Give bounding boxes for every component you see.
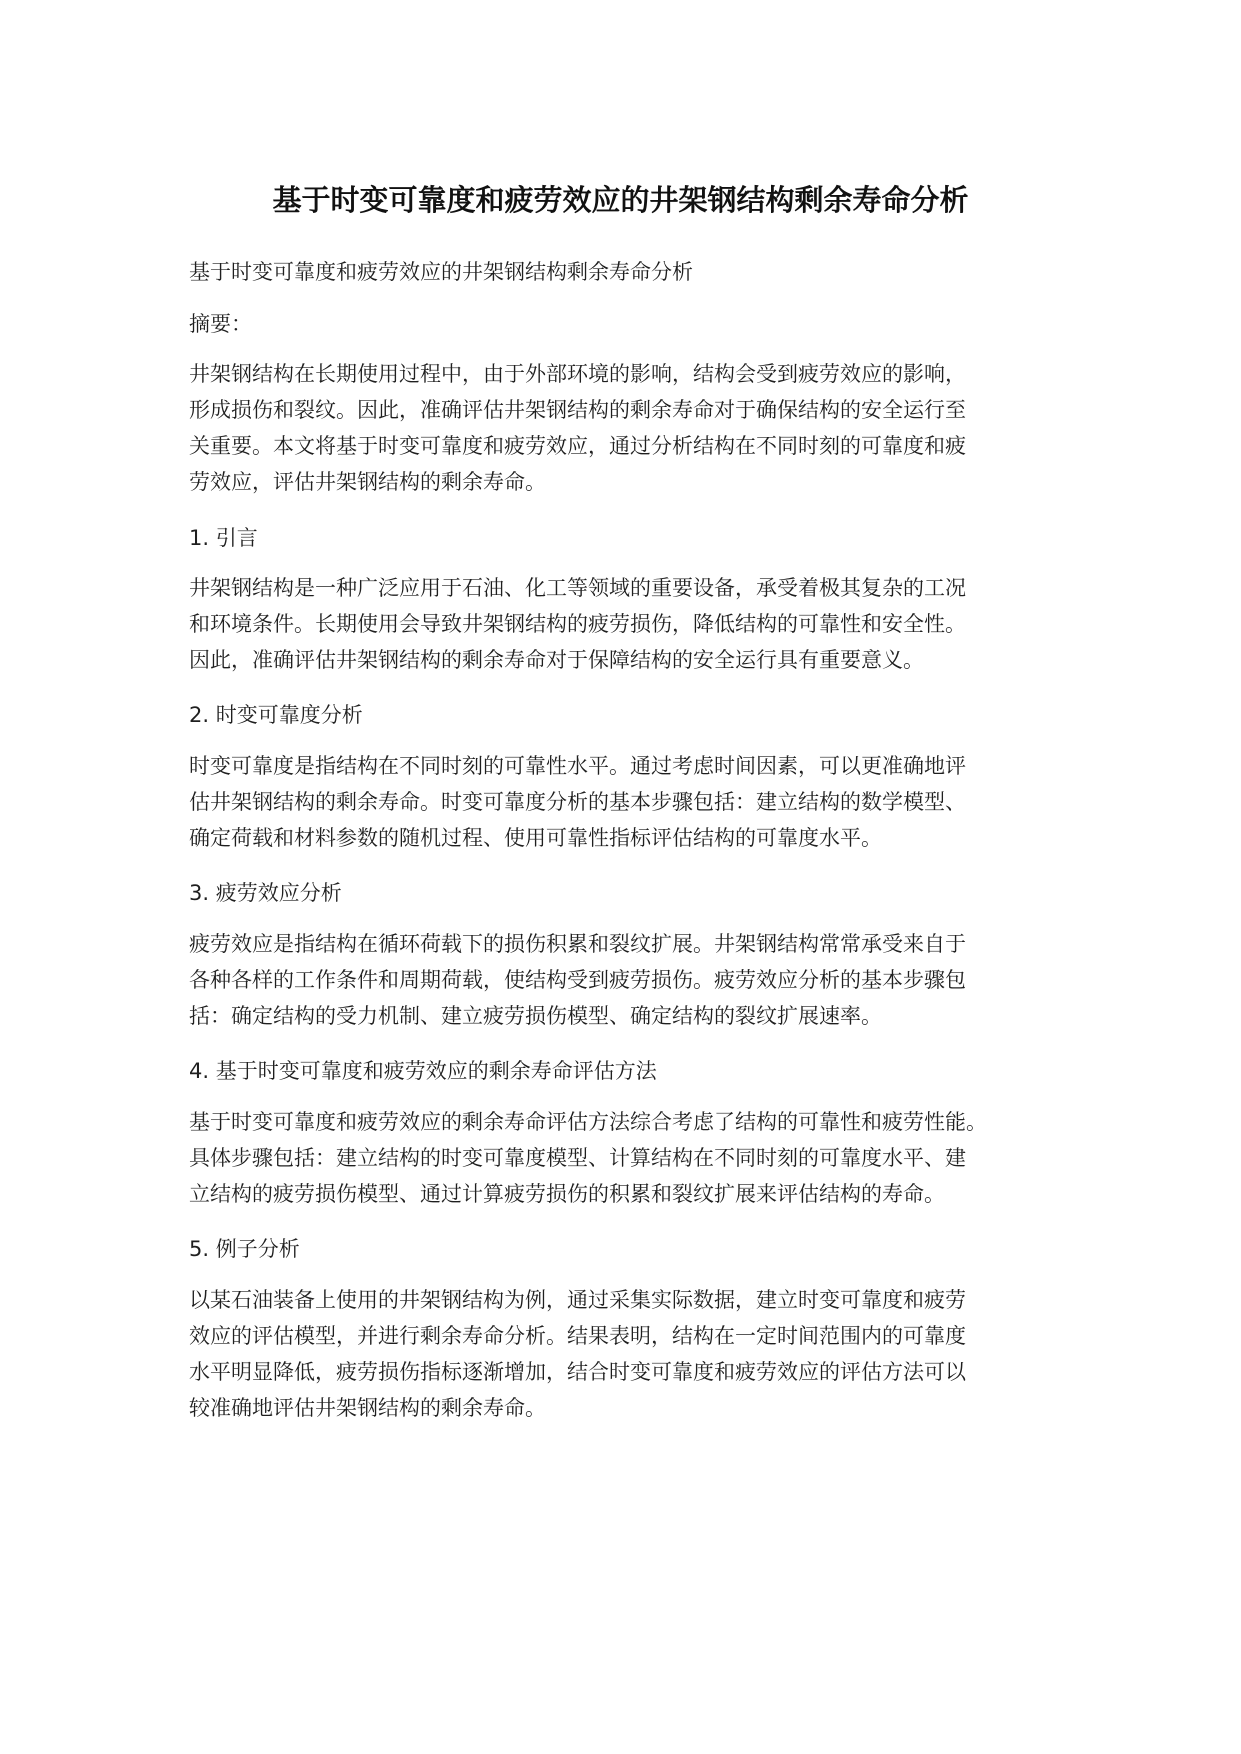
abstract-paragraph <box>189 356 1079 500</box>
paragraph-line: 以某石油装备上使用的井架钢结构为例，通过采集实际数据，建立时变可靠度和疲劳 <box>189 1288 966 1312</box>
paragraph-line: 井架钢结构是一种广泛应用于石油、化工等领域的重要设备，承受着极其复杂的工况 <box>189 576 966 600</box>
paragraph-line: 各种各样的工作条件和周期荷载，使结构受到疲劳损伤。疲劳效应分析的基本步骤包 <box>189 968 966 992</box>
paragraph-line: 时变可靠度是指结构在不同时刻的可靠性水平。通过考虑时间因素，可以更准确地评 <box>189 754 966 778</box>
abstract-label: 摘要： <box>189 312 252 336</box>
document-subtitle: 基于时变可靠度和疲劳效应的井架钢结构剩余寿命分析 <box>189 260 693 284</box>
abstract-line: 劳效应，评估井架钢结构的剩余寿命。 <box>189 470 546 494</box>
section-paragraph-introduction <box>189 570 1079 678</box>
abstract-line: 关重要。本文将基于时变可靠度和疲劳效应，通过分析结构在不同时刻的可靠度和疲 <box>189 434 966 458</box>
paragraph-line: 效应的评估模型，并进行剩余寿命分析。结果表明，结构在一定时间范围内的可靠度 <box>189 1324 966 1348</box>
section-paragraph-fatigue <box>189 926 1079 1034</box>
paragraph-line: 较准确地评估井架钢结构的剩余寿命。 <box>189 1396 546 1420</box>
document-title: 基于时变可靠度和疲劳效应的井架钢结构剩余寿命分析 <box>272 183 969 217</box>
abstract-line: 井架钢结构在长期使用过程中，由于外部环境的影响，结构会受到疲劳效应的影响， <box>189 362 966 386</box>
paragraph-line: 疲劳效应是指结构在循环荷载下的损伤积累和裂纹扩展。井架钢结构常常承受来自于 <box>189 932 966 956</box>
paragraph-line: 具体步骤包括：建立结构的时变可靠度模型、计算结构在不同时刻的可靠度水平、建 <box>189 1146 966 1170</box>
paragraph-line: 立结构的疲劳损伤模型、通过计算疲劳损伤的积累和裂纹扩展来评估结构的寿命。 <box>189 1182 945 1206</box>
section-heading-reliability: 2. 时变可靠度分析 <box>189 703 363 727</box>
section-heading-example: 5. 例子分析 <box>189 1237 300 1261</box>
abstract-line: 形成损伤和裂纹。因此，准确评估井架钢结构的剩余寿命对于确保结构的安全运行至 <box>189 398 966 422</box>
section-heading-method: 4. 基于时变可靠度和疲劳效应的剩余寿命评估方法 <box>189 1059 657 1083</box>
paragraph-line: 括：确定结构的受力机制、建立疲劳损伤模型、确定结构的裂纹扩展速率。 <box>189 1004 882 1028</box>
paragraph-line: 因此，准确评估井架钢结构的剩余寿命对于保障结构的安全运行具有重要意义。 <box>189 648 924 672</box>
section-paragraph-example <box>189 1282 1079 1426</box>
paragraph-line: 基于时变可靠度和疲劳效应的剩余寿命评估方法综合考虑了结构的可靠性和疲劳性能。 <box>189 1110 987 1134</box>
section-paragraph-method <box>189 1104 1079 1212</box>
section-paragraph-reliability <box>189 748 1079 856</box>
paragraph-line: 水平明显降低，疲劳损伤指标逐渐增加，结合时变可靠度和疲劳效应的评估方法可以 <box>189 1360 966 1384</box>
paragraph-line: 估井架钢结构的剩余寿命。时变可靠度分析的基本步骤包括：建立结构的数学模型、 <box>189 790 966 814</box>
paragraph-line: 和环境条件。长期使用会导致井架钢结构的疲劳损伤，降低结构的可靠性和安全性。 <box>189 612 966 636</box>
section-heading-fatigue: 3. 疲劳效应分析 <box>189 881 342 905</box>
section-heading-introduction: 1. 引言 <box>189 526 258 550</box>
paragraph-line: 确定荷载和材料参数的随机过程、使用可靠性指标评估结构的可靠度水平。 <box>189 826 882 850</box>
